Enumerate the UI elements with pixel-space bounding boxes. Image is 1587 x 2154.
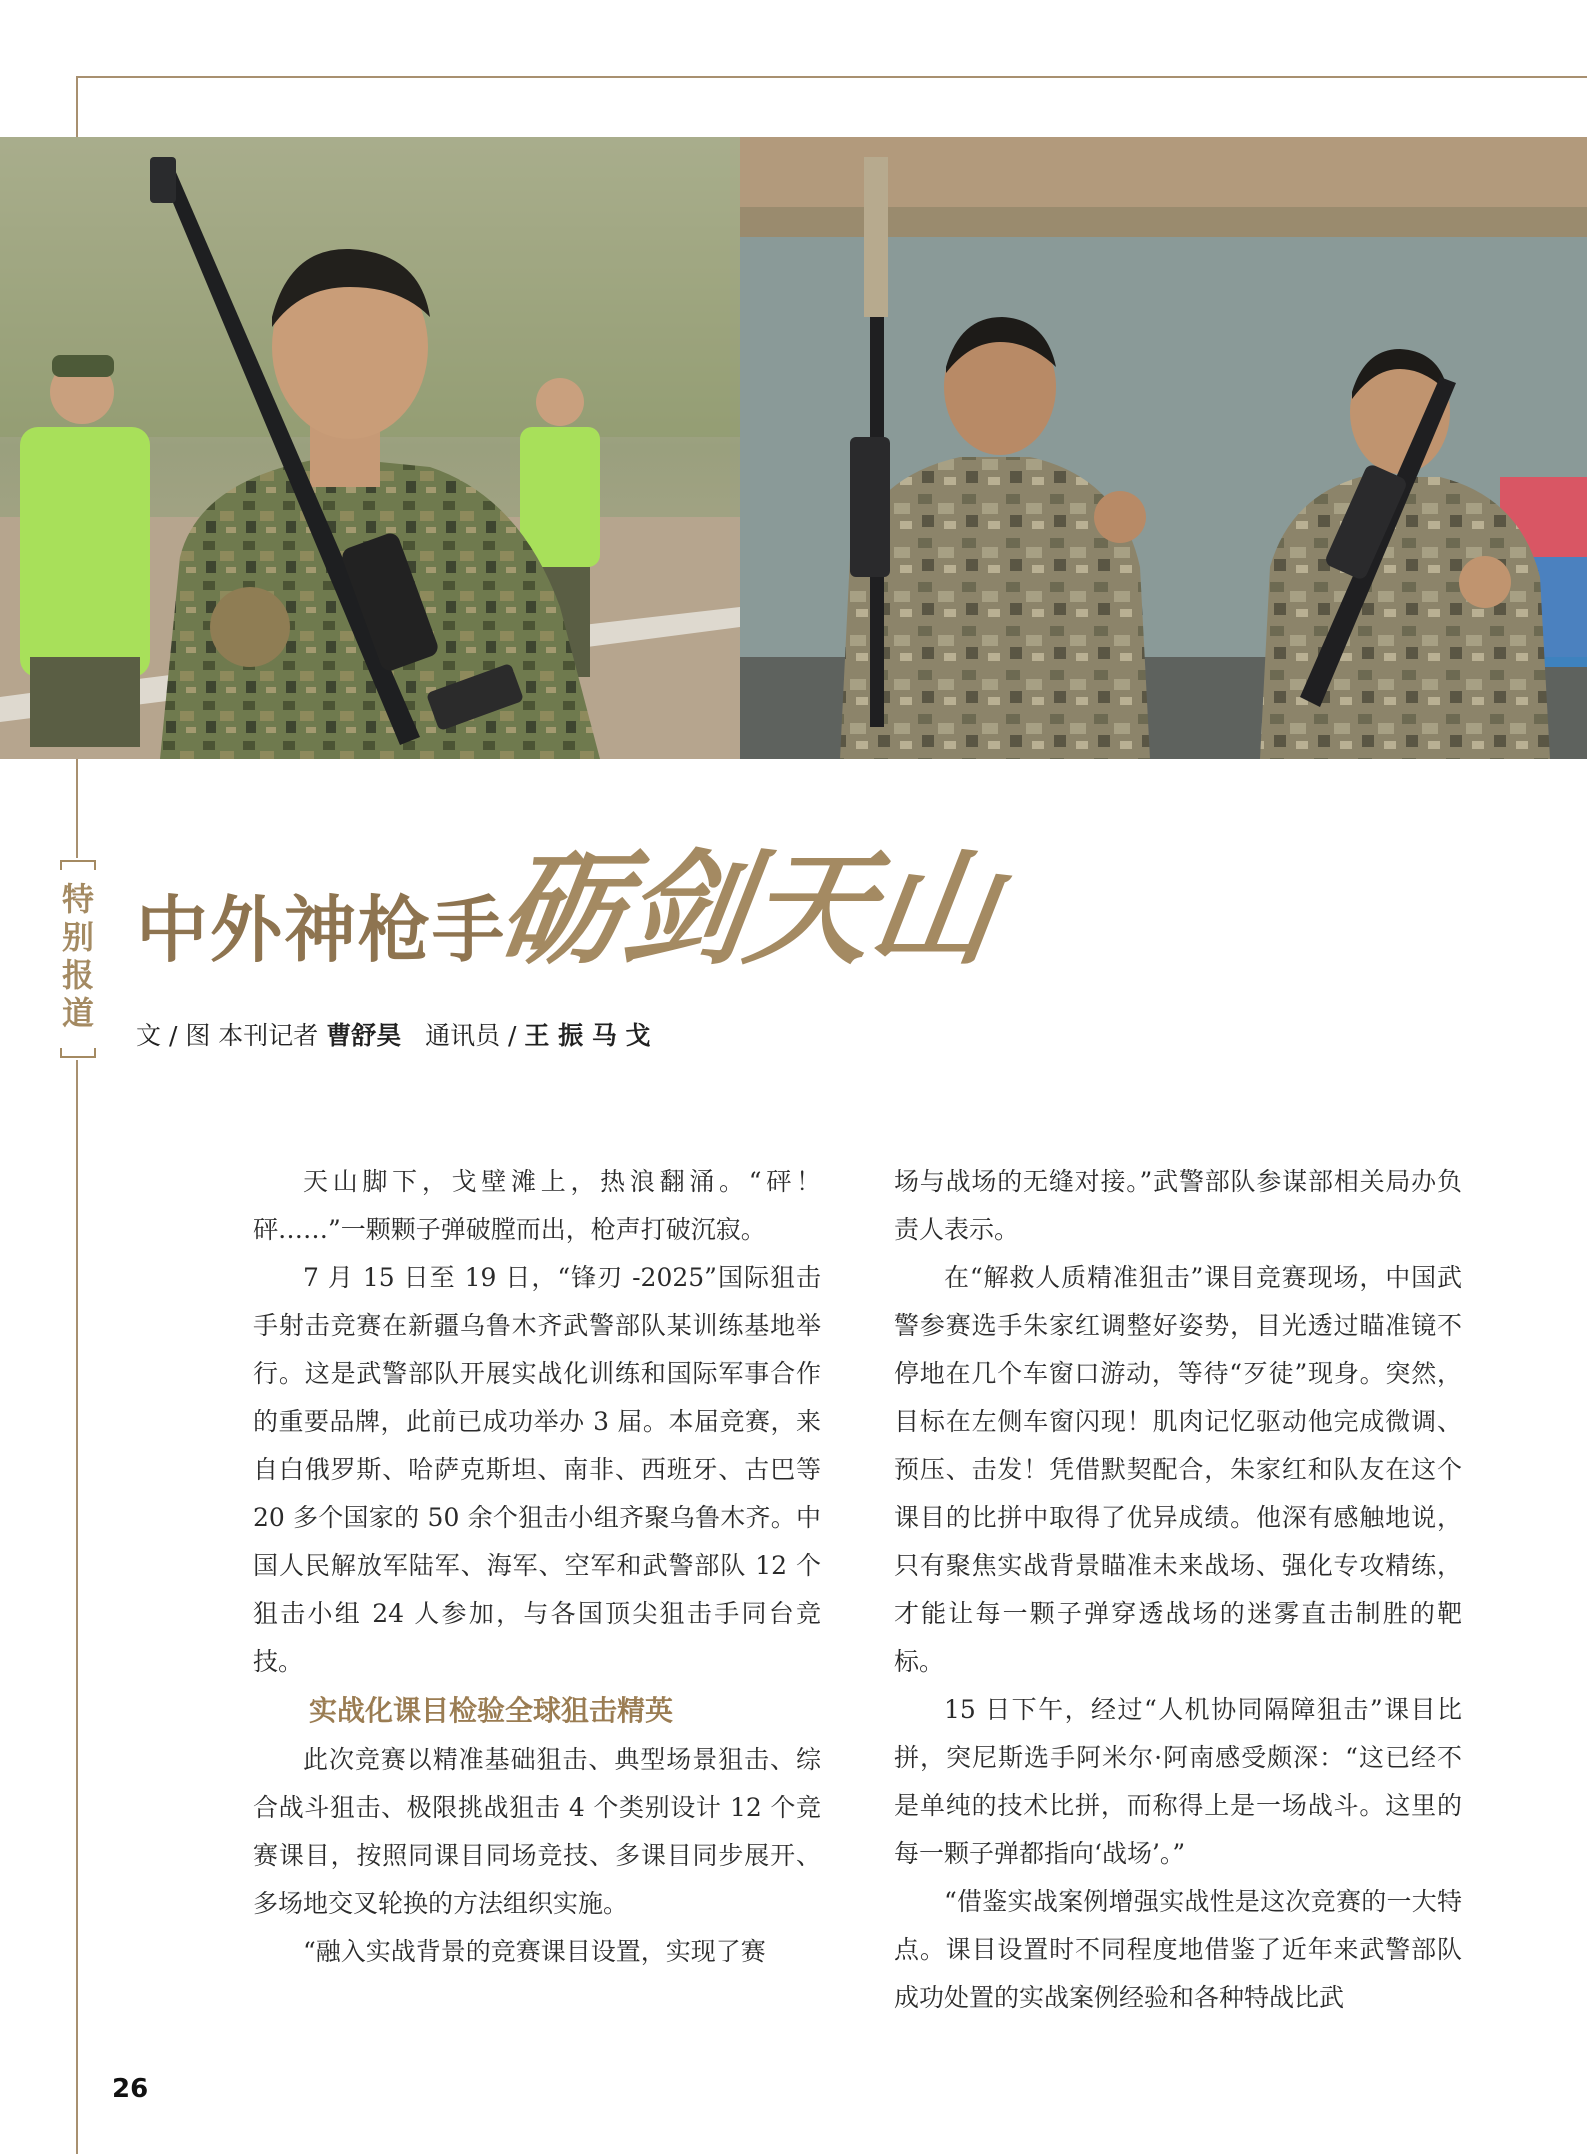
byline-reporter: 曹舒昊 bbox=[326, 1021, 402, 1050]
paragraph: 此次竞赛以精准基础狙击、典型场景狙击、综合战斗狙击、极限挑战狙击 4 个类别设计 12 个竞赛课目，按照同课目同场竞技、多课目同步展开、多场地交叉轮换的方法组织实施。 bbox=[253, 1745, 821, 1918]
photo-sniper-portrait bbox=[0, 137, 740, 759]
section-tag-bracket-top bbox=[60, 860, 96, 870]
section-subheading: 实战化课目检验全球狙击精英 bbox=[309, 1694, 674, 1727]
photo-two-snipers-lakeside bbox=[740, 137, 1587, 759]
section-tag: 特别报道 bbox=[61, 880, 94, 1032]
paragraph: “融入实战背景的竞赛课目设置，实现了赛 bbox=[303, 1937, 766, 1966]
body-column-1 bbox=[253, 1158, 821, 1976]
byline-correspondents: 王 振 马 戈 bbox=[524, 1021, 651, 1050]
body-column-2 bbox=[894, 1158, 1462, 2022]
paragraph: 7 月 15 日至 19 日，“锋刃 -2025”国际狙击手射击竞赛在新疆乌鲁木齐武警部队某训练基地举行。这是武警部队开展实战化训练和国际军事合作的重要品牌，此前已成功举办 3 届。本届竞赛，来自白俄罗斯、哈萨克斯坦、南非、西班牙、古巴等 20 多个国家的 50 余个狙击小组齐聚乌鲁木齐。中国人民解放军陆军、海军、空军和武警部队 12 个狙击小组 24 人参加，与各国顶尖狙击手同台竞技。 bbox=[253, 1263, 821, 1676]
paragraph: “借鉴实战案例增强实战性是这次竞赛的一大特点。课目设置时不同程度地借鉴了近年来武警部队成功处置的实战案例经验和各种特战比武 bbox=[894, 1887, 1462, 2012]
article-title: 中外神枪手 bbox=[136, 887, 507, 972]
byline bbox=[136, 1018, 651, 1054]
section-tag-bracket-bottom bbox=[60, 1048, 96, 1058]
article-title-calligraphy: 砺剑天山 bbox=[489, 837, 1007, 982]
paragraph-continued: 场与战场的无缝对接。”武警部队参谋部相关局办负责人表示。 bbox=[894, 1167, 1462, 1244]
paragraph: 天山脚下，戈壁滩上，热浪翻涌。“砰！砰……”一颗颗子弹破膛而出，枪声打破沉寂。 bbox=[253, 1167, 821, 1244]
paragraph: 在“解救人质精准狙击”课目竞赛现场，中国武警参赛选手朱家红调整好姿势，目光透过瞄准镜不停地在几个车窗口游动，等待“歹徒”现身。突然，目标在左侧车窗闪现！肌肉记忆驱动他完成微调、预压、击发！凭借默契配合，朱家红和队友在这个课目的比拼中取得了优异成绩。他深有感触地说，只有聚焦实战背景瞄准未来战场、强化专攻精练，才能让每一颗子弹穿透战场的迷雾直击制胜的靶标。 bbox=[894, 1263, 1462, 1676]
byline-correspondent-label: 通讯员 / bbox=[425, 1021, 517, 1050]
byline-prefix: 文 / 图 本刊记者 bbox=[136, 1021, 319, 1050]
page-number: 26 bbox=[112, 2074, 149, 2104]
frame-top-rule bbox=[76, 76, 1587, 78]
paragraph: 15 日下午，经过“人机协同隔障狙击”课目比拼，突尼斯选手阿米尔·阿南感受颇深：“这已经不是单纯的技术比拼，而称得上是一场战斗。这里的每一颗子弹都指向‘战场’。” bbox=[894, 1695, 1462, 1868]
